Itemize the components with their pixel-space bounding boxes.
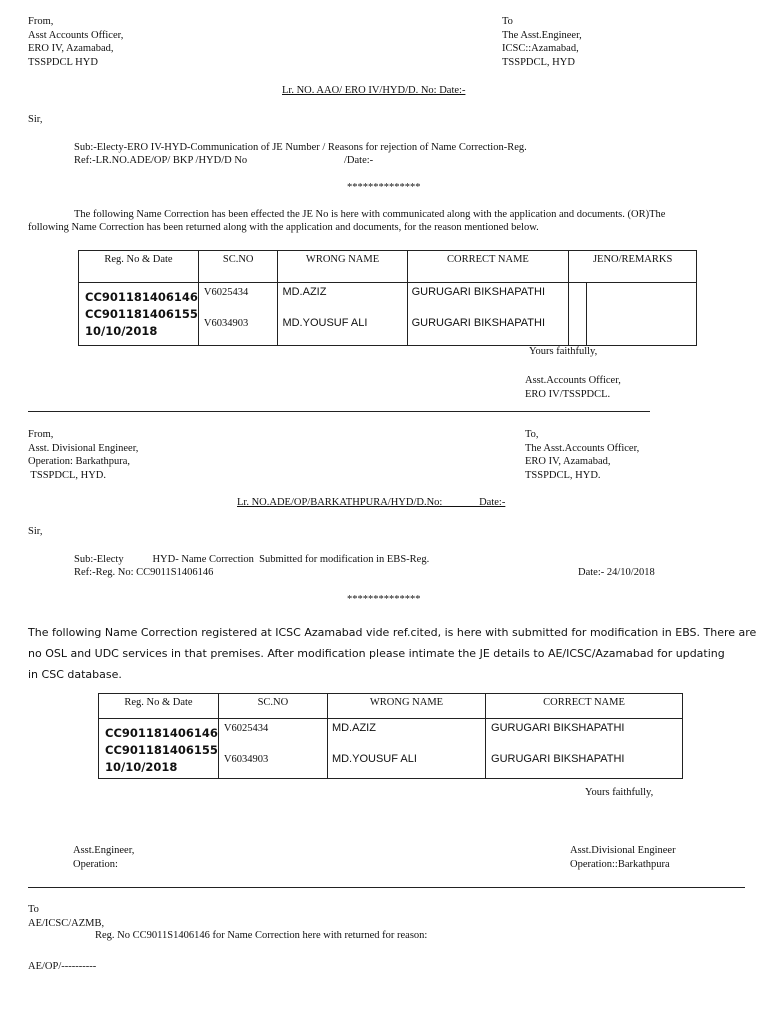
footer-divider — [28, 887, 745, 888]
letter2-from-line: Operation: Barkathpura, — [28, 456, 131, 467]
sc-no: V6025434 — [203, 287, 249, 298]
letter2-from-line: From, — [28, 429, 54, 440]
letter2-reference-date: Date:- 24/10/2018 — [578, 567, 655, 578]
letter2-ref-line: Lr. NO.ADE/OP/BARKATHPURA/HYD/D.No: Date:- — [237, 497, 506, 508]
reg-number: CC901181406155 — [85, 307, 198, 321]
letter1-from-line: Asst Accounts Officer, — [28, 29, 124, 41]
letter2-correct-name-cell — [486, 719, 683, 779]
reg-date: 10/10/2018 — [105, 760, 178, 774]
remarks-divider — [586, 283, 587, 345]
letter2-table-header-row — [99, 694, 683, 719]
footer-to-line: AE/ICSC/AZMB, — [28, 917, 105, 929]
letter1-to-line: To — [502, 16, 513, 27]
letter1-correct-name-cell — [407, 283, 569, 346]
letter2-scno-cell — [218, 719, 327, 779]
letter2-body — [28, 622, 756, 685]
correct-name: GURUGARI BIKSHAPATHI — [411, 286, 546, 298]
footer-return-line: Reg. No CC9011S1406146 for Name Correction here with returned for reason: — [95, 930, 428, 941]
section-divider — [28, 411, 650, 412]
footer-to-block — [28, 903, 104, 930]
letter1-stars: ************** — [347, 182, 421, 193]
letter2-sign-right-line: Operation::Barkathpura — [570, 858, 670, 870]
table-row — [99, 719, 683, 779]
letter2-sign-left-line: Asst.Engineer, — [73, 845, 135, 856]
letter1-signatory-line: ERO IV/TSSPDCL. — [525, 388, 611, 400]
reg-number: CC901181406155 — [105, 743, 218, 757]
letter1-signatory — [525, 374, 621, 401]
wrong-name: MD.AZIZ — [331, 722, 376, 734]
letter2-reference: Ref:-Reg. No: CC9011S1406146 — [74, 567, 214, 578]
letter1-remarks-cell — [569, 283, 697, 346]
letter1-col-header: SC.NO — [198, 251, 278, 283]
letter1-scno-cell — [198, 283, 278, 346]
letter1-body-line-1: The following Name Correction has been effected the JE No is here with communicated along with the application and documents. (OR)The — [74, 209, 666, 220]
letter2-col-header: Reg. No & Date — [99, 694, 219, 719]
letter2-salutation: Sir, — [28, 526, 43, 537]
wrong-name: MD.AZIZ — [282, 286, 327, 298]
letter1-closing: Yours faithfully, — [529, 346, 598, 357]
letter2-from-line: Asst. Divisional Engineer, — [28, 442, 139, 454]
letter2-to-line: To, — [525, 429, 539, 440]
letter1-col-header: Reg. No & Date — [79, 251, 199, 283]
wrong-name: MD.YOUSUF ALI — [282, 317, 368, 329]
letter1-to-block — [502, 15, 582, 69]
letter2-closing: Yours faithfully, — [585, 787, 654, 798]
letter1-col-header: WRONG NAME — [278, 251, 407, 283]
letter1-from-line: TSSPDCL HYD — [28, 56, 98, 68]
letter2-sign-right-line: Asst.Divisional Engineer — [570, 845, 676, 856]
letter1-signatory-line: Asst.Accounts Officer, — [525, 375, 621, 386]
footer-to-line: To — [28, 904, 39, 915]
reg-number: CC901181406146 — [85, 290, 198, 304]
reg-number: CC901181406146 — [105, 726, 218, 740]
letter1-from-line: From, — [28, 16, 54, 27]
letter1-reference: Ref:-LR.NO.ADE/OP/ BKP /HYD/D No — [74, 155, 248, 166]
letter1-salutation: Sir, — [28, 114, 43, 125]
letter1-subject: Sub:-Electy-ERO IV-HYD-Communication of JE Number / Reasons for rejection of Name Correction-Reg. — [74, 142, 527, 153]
letter2-to-line: The Asst.Accounts Officer, — [525, 442, 640, 454]
letter2-subject: Sub:-Electy HYD- Name Correction Submitted for modification in EBS-Reg. — [74, 554, 430, 565]
letter2-col-header: SC.NO — [218, 694, 327, 719]
letter1-table-header-row — [79, 251, 697, 283]
letter2-to-line: TSSPDCL, HYD. — [525, 469, 601, 481]
sc-no: V6034903 — [203, 318, 249, 329]
letter1-ref-line: Lr. NO. AAO/ ERO IV/HYD/D. No: Date:- — [282, 85, 466, 96]
letter1-to-line: ICSC::Azamabad, — [502, 43, 579, 54]
letter1-reference-date: /Date:- — [344, 155, 374, 166]
sc-no: V6034903 — [223, 754, 269, 765]
letter2-to-line: ERO IV, Azamabad, — [525, 456, 611, 467]
letter2-reg-cell — [99, 719, 219, 779]
letter2-table — [98, 693, 683, 779]
correct-name: GURUGARI BIKSHAPATHI — [491, 722, 625, 734]
letter1-to-line: TSSPDCL, HYD — [502, 56, 575, 68]
letter1-to-line: The Asst.Engineer, — [502, 29, 582, 41]
footer-sign: AE/OP/---------- — [28, 961, 97, 972]
letter2-wrong-name-cell — [327, 719, 485, 779]
letter2-col-header: WRONG NAME — [327, 694, 485, 719]
letter2-body-line-3: in CSC database. — [28, 668, 122, 681]
letter1-body-line-2: following Name Correction has been returned along with the application and documents, for the reason mentioned below. — [28, 222, 539, 233]
letter2-sign-right — [570, 844, 676, 871]
table-row — [79, 283, 697, 346]
letter1-col-header: JENO/REMARKS — [569, 251, 697, 283]
letter1-table — [78, 250, 697, 346]
sc-no: V6025434 — [223, 723, 269, 734]
letter1-from-line: ERO IV, Azamabad, — [28, 43, 114, 54]
wrong-name: MD.YOUSUF ALI — [331, 753, 417, 765]
letter2-sign-left — [73, 844, 134, 871]
letter2-body-line-2: no OSL and UDC services in that premises. After modification please intimate the JE details to AE/ICSC/Azamabad for updating — [28, 647, 725, 660]
letter1-col-header: CORRECT NAME — [407, 251, 569, 283]
correct-name: GURUGARI BIKSHAPATHI — [411, 317, 546, 329]
letter2-from-line: TSSPDCL, HYD. — [28, 469, 106, 481]
reg-date: 10/10/2018 — [85, 324, 158, 338]
letter1-from-block — [28, 15, 123, 69]
letter2-col-header: CORRECT NAME — [486, 694, 683, 719]
letter2-stars: ************** — [347, 594, 421, 605]
letter1-wrong-name-cell — [278, 283, 407, 346]
letter2-to-block — [525, 428, 639, 482]
letter2-sign-left-line: Operation: — [73, 858, 118, 870]
letter2-from-block — [28, 428, 138, 482]
correct-name: GURUGARI BIKSHAPATHI — [491, 753, 625, 765]
letter2-body-line-1: The following Name Correction registered at ICSC Azamabad vide ref.cited, is here with submitted for modification in EBS. There are — [28, 626, 757, 639]
letter1-reg-cell — [79, 283, 199, 346]
